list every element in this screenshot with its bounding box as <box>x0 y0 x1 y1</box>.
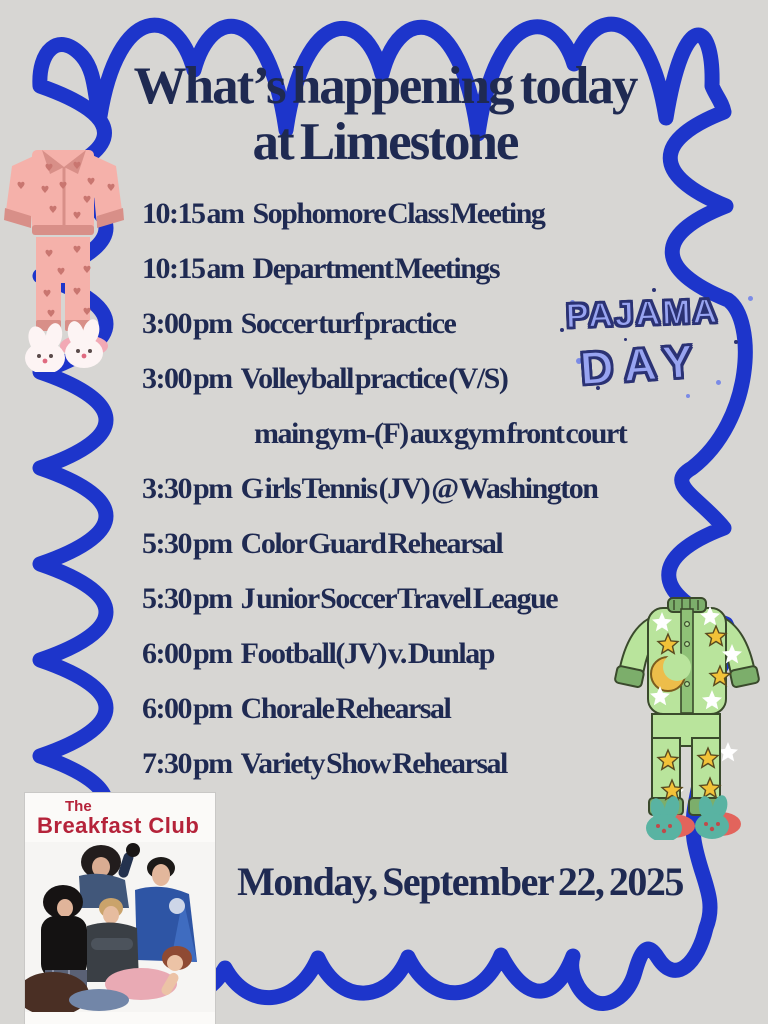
event-time: 3:00 pm <box>142 362 232 395</box>
poster-date: Monday, September 22, 2025 <box>237 859 683 904</box>
event-title: Color Guard Rehearsal <box>240 527 503 560</box>
event-row <box>142 626 682 681</box>
event-title: Volleyball practice (V/S) <box>240 362 508 395</box>
event-title: Soccer turf practice <box>240 307 456 340</box>
event-row <box>142 296 682 351</box>
pajama-day-word2: DAY <box>578 333 705 395</box>
event-row <box>142 681 682 736</box>
event-title: Sophomore Class Meeting <box>252 197 545 230</box>
breakfast-club-cast-image <box>25 842 215 1012</box>
event-title: Variety Show Rehearsal <box>240 747 507 780</box>
event-time: 3:00 pm <box>142 307 232 340</box>
event-title: Chorale Rehearsal <box>240 692 451 725</box>
event-title: G irls Tennis (JV) @ Washington <box>240 472 598 505</box>
event-row <box>142 351 682 406</box>
breakfast-club-title-the: The <box>65 798 92 815</box>
event-title: Football(JV) v. Dunlap <box>240 637 494 670</box>
event-row <box>142 571 682 626</box>
event-row <box>142 406 682 461</box>
event-row <box>142 186 682 241</box>
pajama-day-word1: PAJAMA <box>565 292 720 336</box>
event-time: 10:15 am <box>142 252 244 285</box>
event-row <box>142 516 682 571</box>
speckle-dot <box>686 394 690 398</box>
event-time: 6:00 pm <box>142 637 232 670</box>
event-title: Department Meetings <box>252 252 500 285</box>
title-line-1: What’s happening today <box>133 57 637 115</box>
event-time: 3:30 pm <box>142 472 232 505</box>
event-title: J unior Soccer Travel League <box>240 582 558 615</box>
breakfast-club-title-main: Breakfast Club <box>37 813 200 838</box>
page-title <box>90 58 680 170</box>
event-time: 5:30 pm <box>142 527 232 560</box>
event-row <box>142 461 682 516</box>
event-time: 10:15 am <box>142 197 244 230</box>
event-row <box>142 241 682 296</box>
event-time: 6:00 pm <box>142 692 232 725</box>
event-list <box>142 186 682 791</box>
event-row <box>142 736 682 791</box>
event-title: main gym-(F) aux gym front court <box>254 417 627 450</box>
event-time: 7:30 pm <box>142 747 232 780</box>
event-time: 5:30 pm <box>142 582 232 615</box>
breakfast-club-poster <box>25 793 215 1024</box>
title-line-2: at Limestone <box>252 113 518 171</box>
